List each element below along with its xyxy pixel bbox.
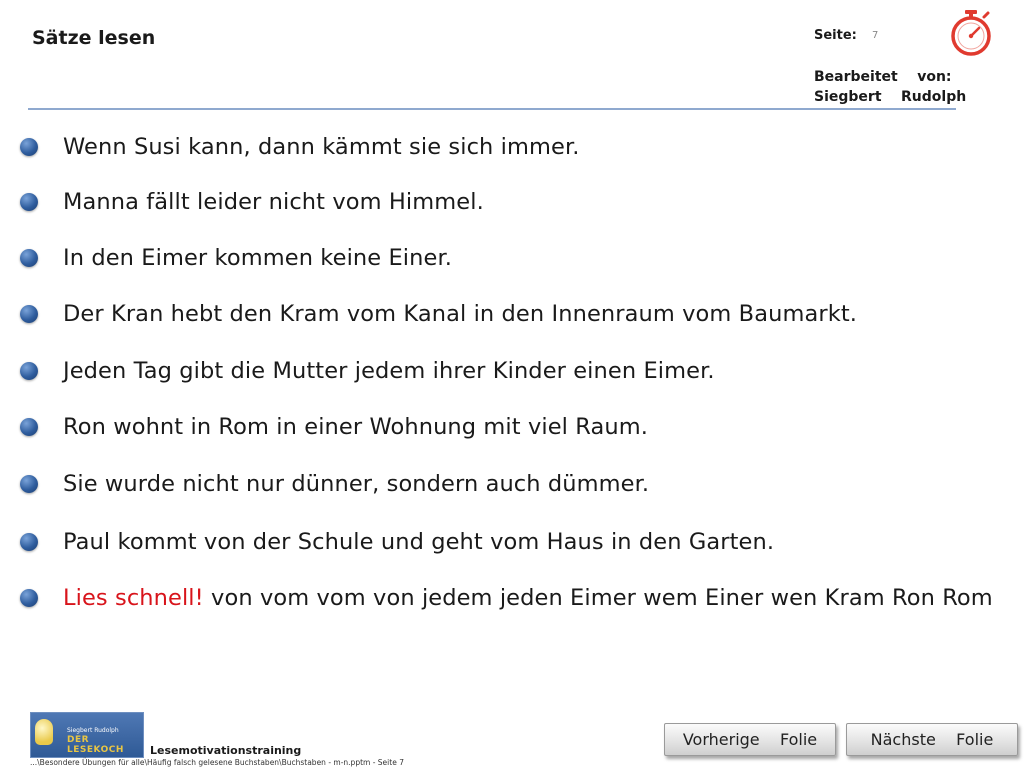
program-name: Lesemotivationstraining (150, 744, 302, 757)
sentence-row (20, 412, 648, 442)
sentence-row (20, 469, 649, 499)
sentence-text: Manna fällt leider nicht vom Himmel. (63, 189, 484, 215)
sentence-row (20, 132, 580, 162)
page-number: 7 (872, 30, 879, 41)
bullet-icon (20, 249, 38, 267)
sentence-row (20, 356, 715, 386)
speed-reading-words: von vom vom von jedem jeden Eimer wem Einer wen Kram Ron Rom (203, 585, 993, 611)
bullet-icon (20, 533, 38, 551)
bullet-icon (20, 193, 38, 211)
page-label: Seite: (814, 28, 857, 43)
slide-title: Sätze lesen (32, 27, 156, 49)
lesekoch-logo (30, 712, 144, 758)
sentence-text: Paul kommt von der Schule und geht vom Haus in den Garten. (63, 529, 775, 555)
sentence-text: Der Kran hebt den Kram vom Kanal in den Innenraum vom Baumarkt. (63, 301, 858, 327)
bullet-icon (20, 305, 38, 323)
sentence-text: In den Eimer kommen keine Einer. (63, 245, 452, 271)
stopwatch-icon[interactable] (946, 8, 996, 58)
file-path: ...\Besondere Übungen für alle\Häufig falsch gelesene Buchstaben\Buchstaben - m-n.pptm - Seite 7 (30, 758, 404, 767)
sentence-row (20, 299, 857, 329)
speed-reading-prompt: Lies schnell! (63, 585, 204, 611)
bullet-icon (20, 138, 38, 156)
author-block (814, 67, 966, 107)
sentence-text: Sie wurde nicht nur dünner, sondern auch dümmer. (63, 471, 650, 497)
author-name: Siegbert Rudolph (814, 89, 967, 105)
lightbulb-icon (35, 719, 53, 745)
header-divider (28, 108, 956, 110)
bullet-icon (20, 362, 38, 380)
speed-reading-row (20, 583, 993, 613)
edited-by-label: Bearbeitet von: (814, 69, 952, 85)
sentence-row (20, 527, 774, 557)
sentence-row (20, 187, 484, 217)
previous-slide-button[interactable]: Vorherige Folie (664, 723, 836, 756)
logo-author: Siegbert Rudolph (67, 727, 119, 734)
speed-reading-text (63, 585, 993, 611)
sentence-text: Wenn Susi kann, dann kämmt sie sich immer. (63, 134, 580, 160)
bullet-icon (20, 589, 38, 607)
next-slide-button[interactable]: Nächste Folie (846, 723, 1018, 756)
logo-brand: DER LESEKOCH (67, 735, 124, 755)
bullet-icon (20, 418, 38, 436)
bullet-icon (20, 475, 38, 493)
sentence-text: Jeden Tag gibt die Mutter jedem ihrer Kinder einen Eimer. (63, 358, 715, 384)
sentence-row (20, 243, 452, 273)
sentence-text: Ron wohnt in Rom in einer Wohnung mit viel Raum. (63, 414, 649, 440)
